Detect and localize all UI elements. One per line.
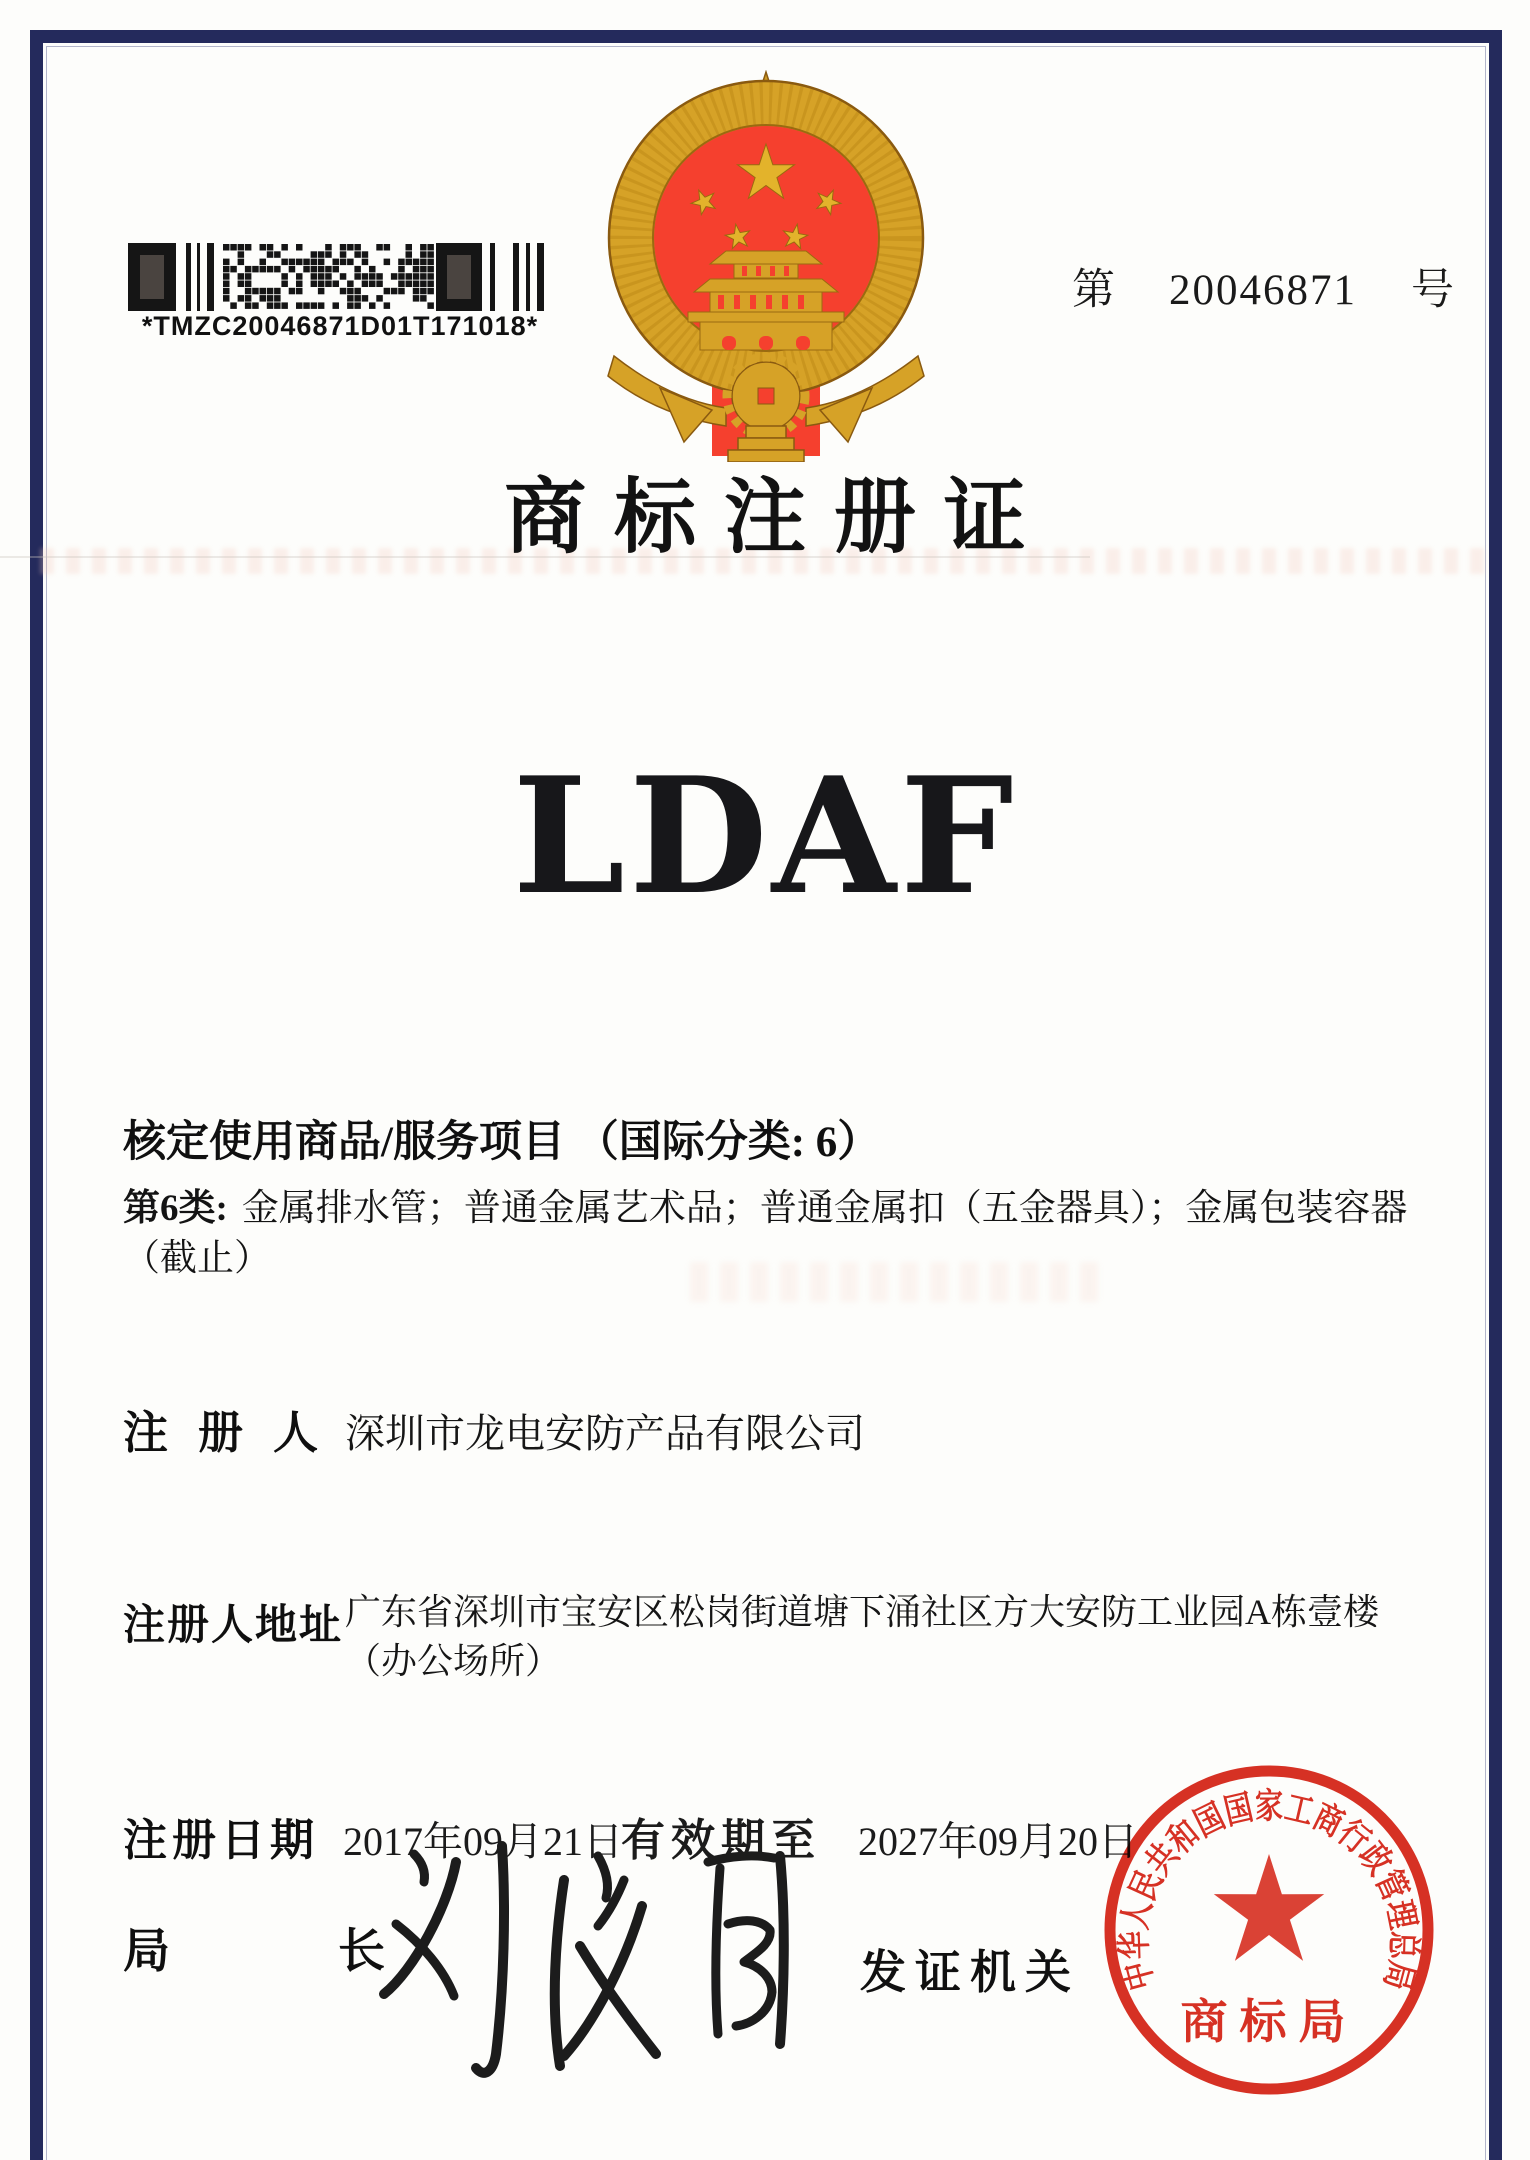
registrant-label: 注册人 xyxy=(123,1408,349,1458)
certificate-number xyxy=(1072,256,1454,317)
registration-date-label: 注册日期 xyxy=(123,1816,319,1865)
trademark-office-seal xyxy=(1096,1760,1442,2112)
seal-arc-text: 中华人民共和国国家工商行政管理总局 xyxy=(1114,1786,1425,2001)
goods-services-header: 核定使用商品/服务项目 （国际分类: 6） xyxy=(123,1119,881,1166)
certificate-barcode-icon xyxy=(128,243,552,311)
goods-items-text: 金属排水管；普通金属艺术品；普通金属扣（五金器具）；金属包装容器（截止） xyxy=(123,1188,1408,1279)
goods-services-list xyxy=(123,1184,1408,1284)
seal-bottom-text: 商标局 xyxy=(1180,1997,1358,2049)
valid-until-date: 2027年09月20日 xyxy=(858,1819,1138,1864)
goods-class-label: 第6类: xyxy=(123,1188,228,1229)
seal-star-icon xyxy=(1214,1854,1324,1961)
issuing-authority-label: 发证机关 xyxy=(860,1947,1080,1998)
certificate-number-value: 20046871 xyxy=(1169,267,1357,314)
director-signature xyxy=(352,1828,872,2098)
registrant-address: 广东省深圳市宝安区松岗街道塘下涌社区方大安防工业园A栋壹楼（办公场所） xyxy=(345,1592,1379,1681)
barcode-human-readable-text: *TMZC20046871D01T171018* xyxy=(141,311,539,341)
registrant-address-label: 注册人地址 xyxy=(123,1603,344,1649)
certificate-title: 商标注册证 xyxy=(504,472,1054,563)
registrant-name: 深圳市龙电安防产品有限公司 xyxy=(345,1411,865,1456)
valid-until-label: 有效期至 xyxy=(621,1816,821,1865)
certificate-number-prefix: 第 xyxy=(1072,267,1115,314)
registration-date: 2017年09月21日 xyxy=(343,1819,623,1864)
china-national-emblem-icon xyxy=(600,70,932,462)
director-label: 局长 xyxy=(123,1926,553,1978)
certificate-number-suffix: 号 xyxy=(1411,267,1454,314)
trademark-wordmark: LDAF xyxy=(512,742,1018,930)
